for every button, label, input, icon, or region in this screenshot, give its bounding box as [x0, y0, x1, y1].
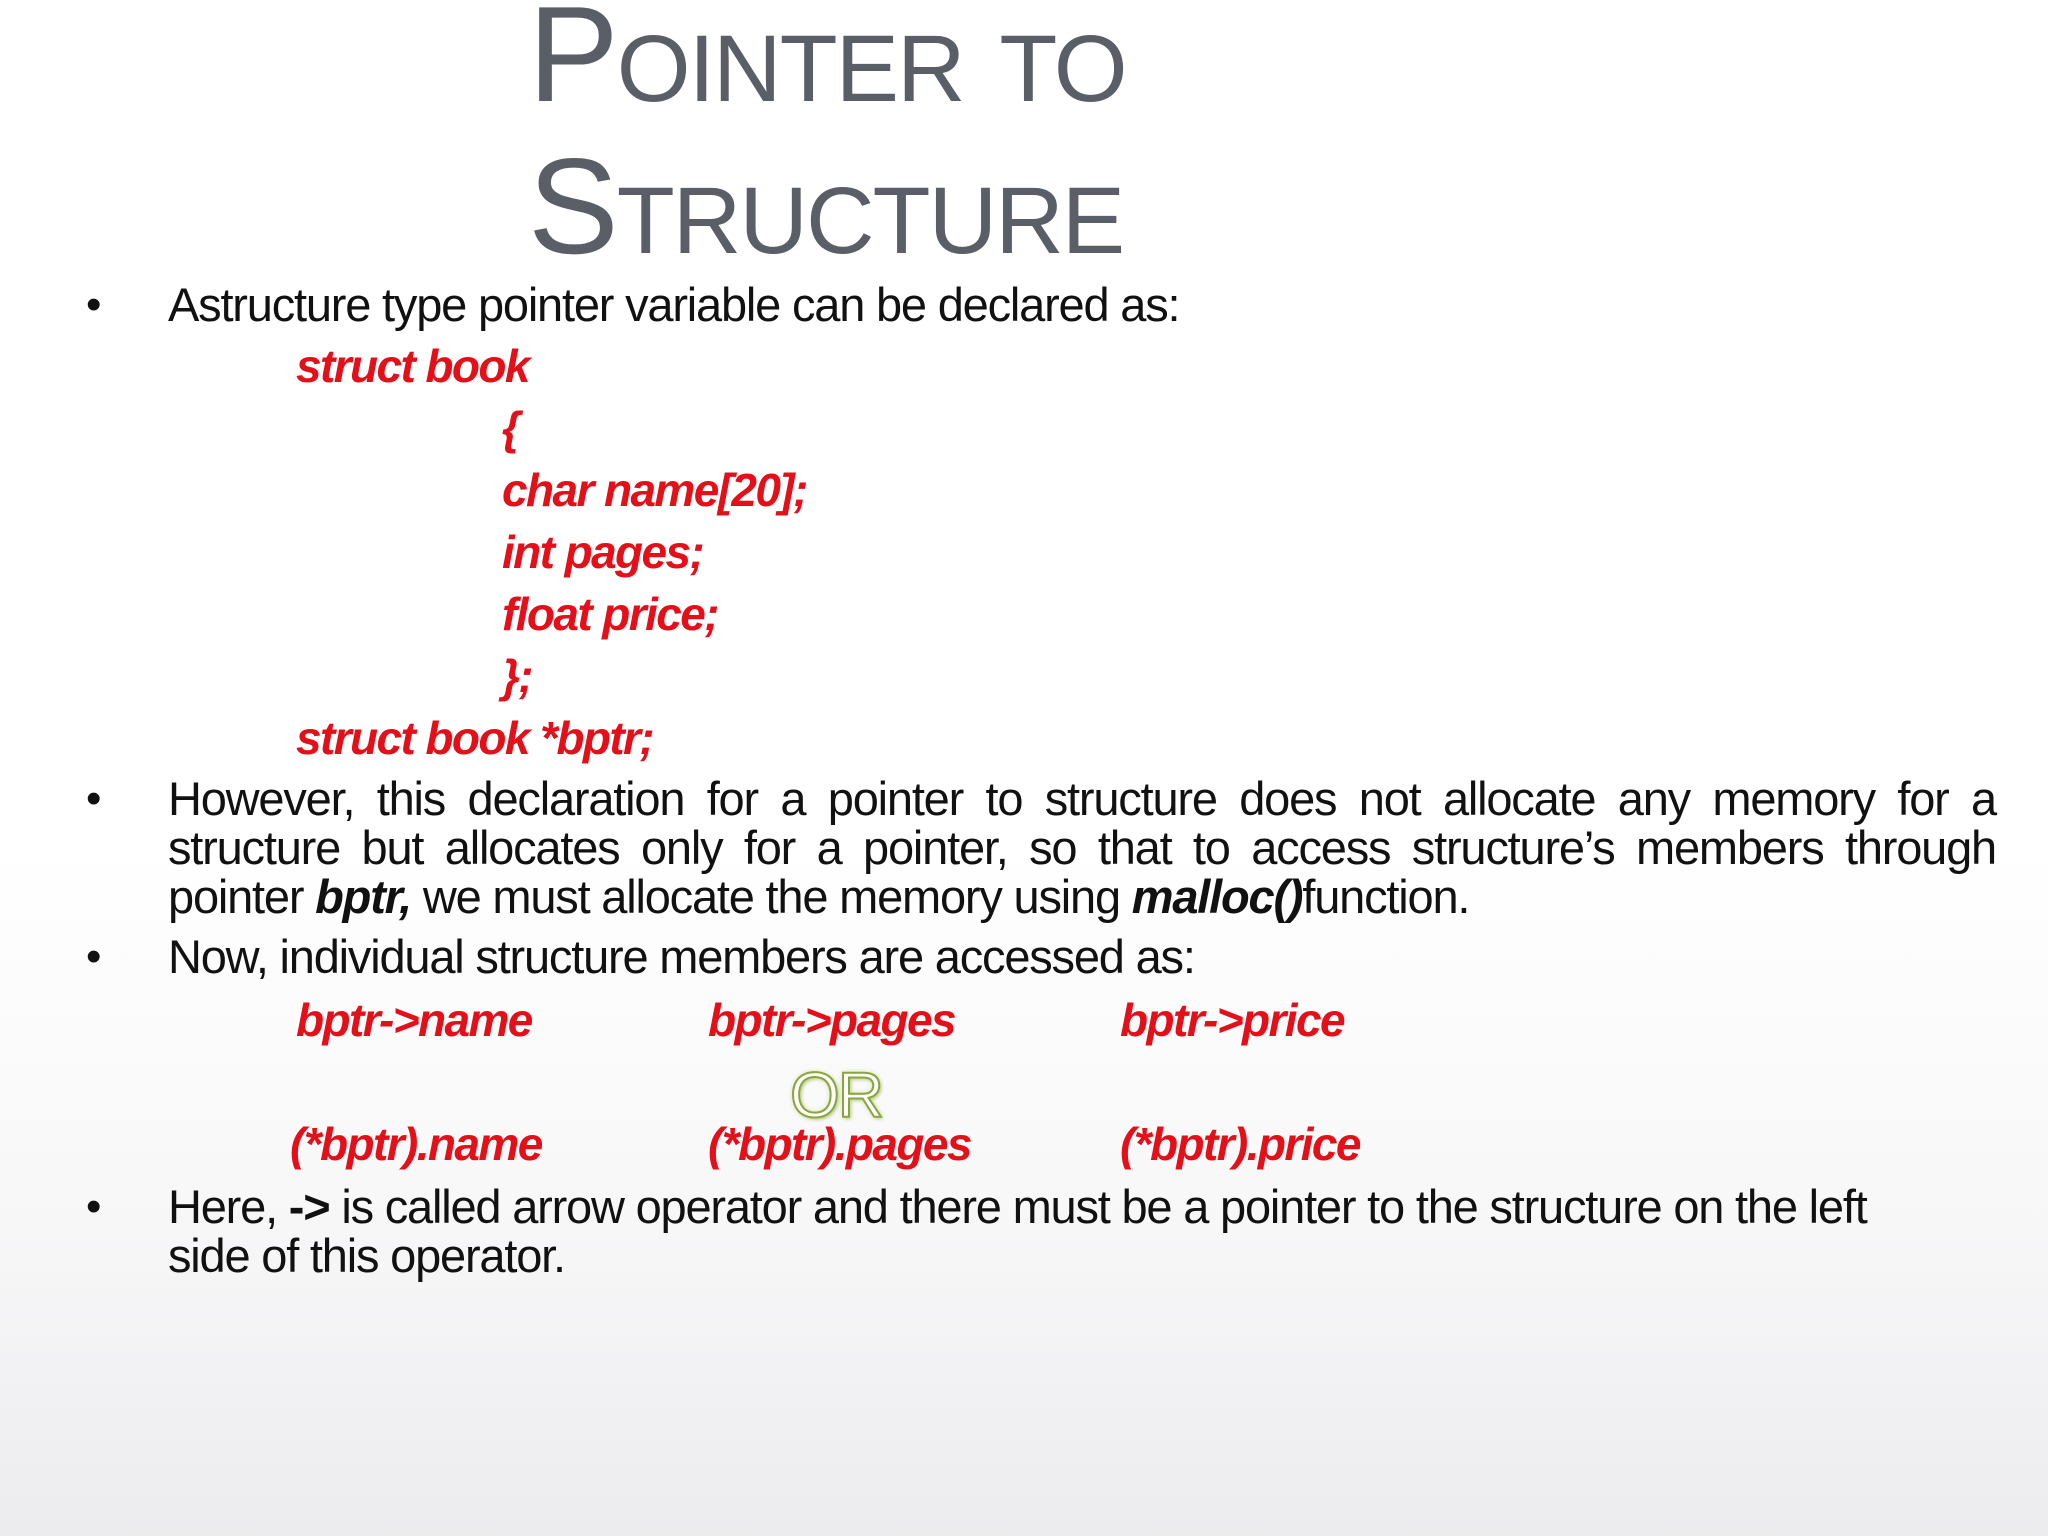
bullet-marker-4: •	[86, 1182, 102, 1231]
title-line-2: Structure	[528, 130, 1124, 282]
bullet-2-bptr-emphasis: bptr,	[315, 870, 411, 923]
bullet-4-arrow-operator: ->	[288, 1180, 330, 1233]
bullet-2-part-3: function.	[1302, 870, 1470, 923]
access-arrow-price: bptr->price	[1120, 994, 1344, 1046]
title-line-1: Pointer to	[528, 0, 1126, 130]
access-arrow-name: bptr->name	[296, 994, 532, 1046]
bullet-2-malloc-emphasis: malloc()	[1131, 870, 1303, 923]
access-deref-price: (*bptr).price	[1120, 1118, 1360, 1170]
bullet-marker-1: •	[86, 280, 102, 329]
bullet-4-part-1: Here,	[168, 1180, 289, 1233]
access-arrow-pages: bptr->pages	[708, 994, 955, 1046]
code-line-struct-book-pointer: struct book *bptr;	[296, 712, 654, 764]
code-line-int-pages: int pages;	[502, 526, 704, 578]
bullet-4-text	[168, 1182, 1948, 1280]
bullet-1-text: Astructure type pointer variable can be declared as:	[168, 278, 1180, 331]
bullet-marker-3: •	[86, 932, 102, 981]
slide-title	[528, 0, 1126, 290]
bullet-2-part-2: we must allocate the memory using	[411, 870, 1132, 923]
bullet-marker-2: •	[86, 774, 102, 823]
bullet-4-part-2: is called arrow operator and there must be a pointer to the structure on the left side of this operator.	[168, 1180, 1867, 1282]
bullet-3-text: Now, individual structure members are accessed as:	[168, 930, 1195, 983]
code-line-open-brace: {	[502, 402, 519, 454]
or-label: OR	[790, 1059, 882, 1131]
code-line-close-brace: };	[502, 650, 533, 702]
bullet-2-text	[168, 774, 1996, 921]
code-line-char-name: char name[20];	[502, 464, 807, 516]
bullet-2-part-1: However, this declaration for a pointer to structure does not allocate any memory for a structure but allocates only for a pointer, so that to access structure’s members through pointer	[168, 772, 1996, 923]
code-line-float-price: float price;	[502, 588, 718, 640]
code-line-struct-book: struct book	[296, 340, 529, 392]
access-deref-pages: (*bptr).pages	[708, 1118, 971, 1170]
access-deref-name: (*bptr).name	[290, 1118, 542, 1170]
